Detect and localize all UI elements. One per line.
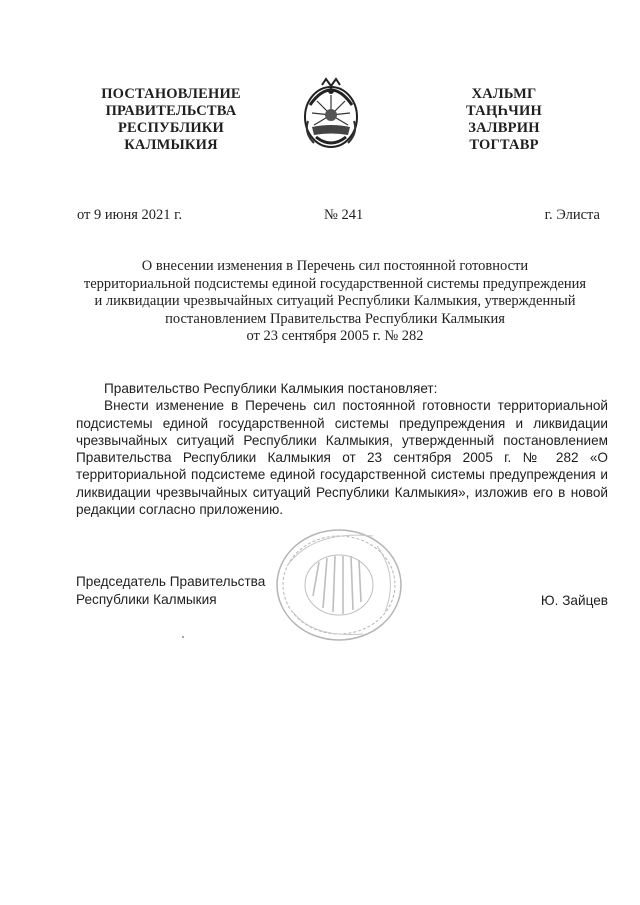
issuer-title-line: ХАЛЬМГ	[471, 86, 537, 102]
issuer-title-line: ТАҢҺЧИН	[466, 103, 542, 119]
operative-paragraph: Внести изменение в Перечень сил постоянной готовности территориальной подсистемы единой государственной системы предупреждения и ликвидации чрезвычайных ситуаций Республики Калмыкия, утвержденный постановлением Правительства Республики Калмыкия от 23 сентября 2005 г. № 282 «О территориальной подсистеме единой государственной системы предупреждения и ликвидации чрезвычайных ситуаций Республики Калмыкия», изложив его в новой редакции согласно приложению.	[76, 398, 608, 518]
issuer-title-line: РЕСПУБЛИКИ	[117, 120, 225, 136]
issuer-title-line: ПОСТАНОВЛЕНИЕ	[101, 86, 241, 102]
official-round-stamp-icon	[273, 526, 405, 644]
document-city: г. Элиста	[544, 207, 600, 223]
issuer-title-line: ЗАЛВРИН	[468, 120, 540, 136]
signatory-title	[76, 573, 265, 609]
issuer-title-russian	[86, 86, 256, 154]
subject-line: и ликвидации чрезвычайных ситуаций Республики Калмыкия, утвержденный	[94, 293, 576, 309]
issuer-title-kalmyk	[444, 86, 564, 154]
subject-line: территориальной подсистемы единой государственной системы предупреждения	[83, 275, 587, 292]
signatory-title-line: Председатель Правительства	[76, 574, 266, 589]
document-subject	[70, 258, 600, 346]
preamble-paragraph: Правительство Республики Калмыкия постановляет:	[104, 381, 438, 396]
document-body	[76, 380, 608, 518]
scan-speck	[182, 636, 184, 638]
document-number: № 241	[324, 207, 364, 223]
subject-line: от 23 сентября 2005 г. № 282	[246, 328, 424, 344]
subject-line: постановлением Правительства Республики Калмыкия	[165, 310, 505, 327]
issuer-title-line: ПРАВИТЕЛЬСТВА	[105, 103, 237, 119]
signatory-name: Ю. Зайцев	[540, 593, 608, 608]
issuer-title-line: КАЛМЫКИЯ	[124, 137, 218, 153]
subject-line: О внесении изменения в Перечень сил постоянной готовности	[141, 258, 529, 274]
kalmykia-coat-of-arms-icon	[300, 77, 362, 153]
issuer-title-line: ТОГТАВР	[469, 137, 539, 153]
signatory-title-line: Республики Калмыкия	[76, 592, 217, 607]
document-date: от 9 июня 2021 г.	[77, 207, 183, 223]
